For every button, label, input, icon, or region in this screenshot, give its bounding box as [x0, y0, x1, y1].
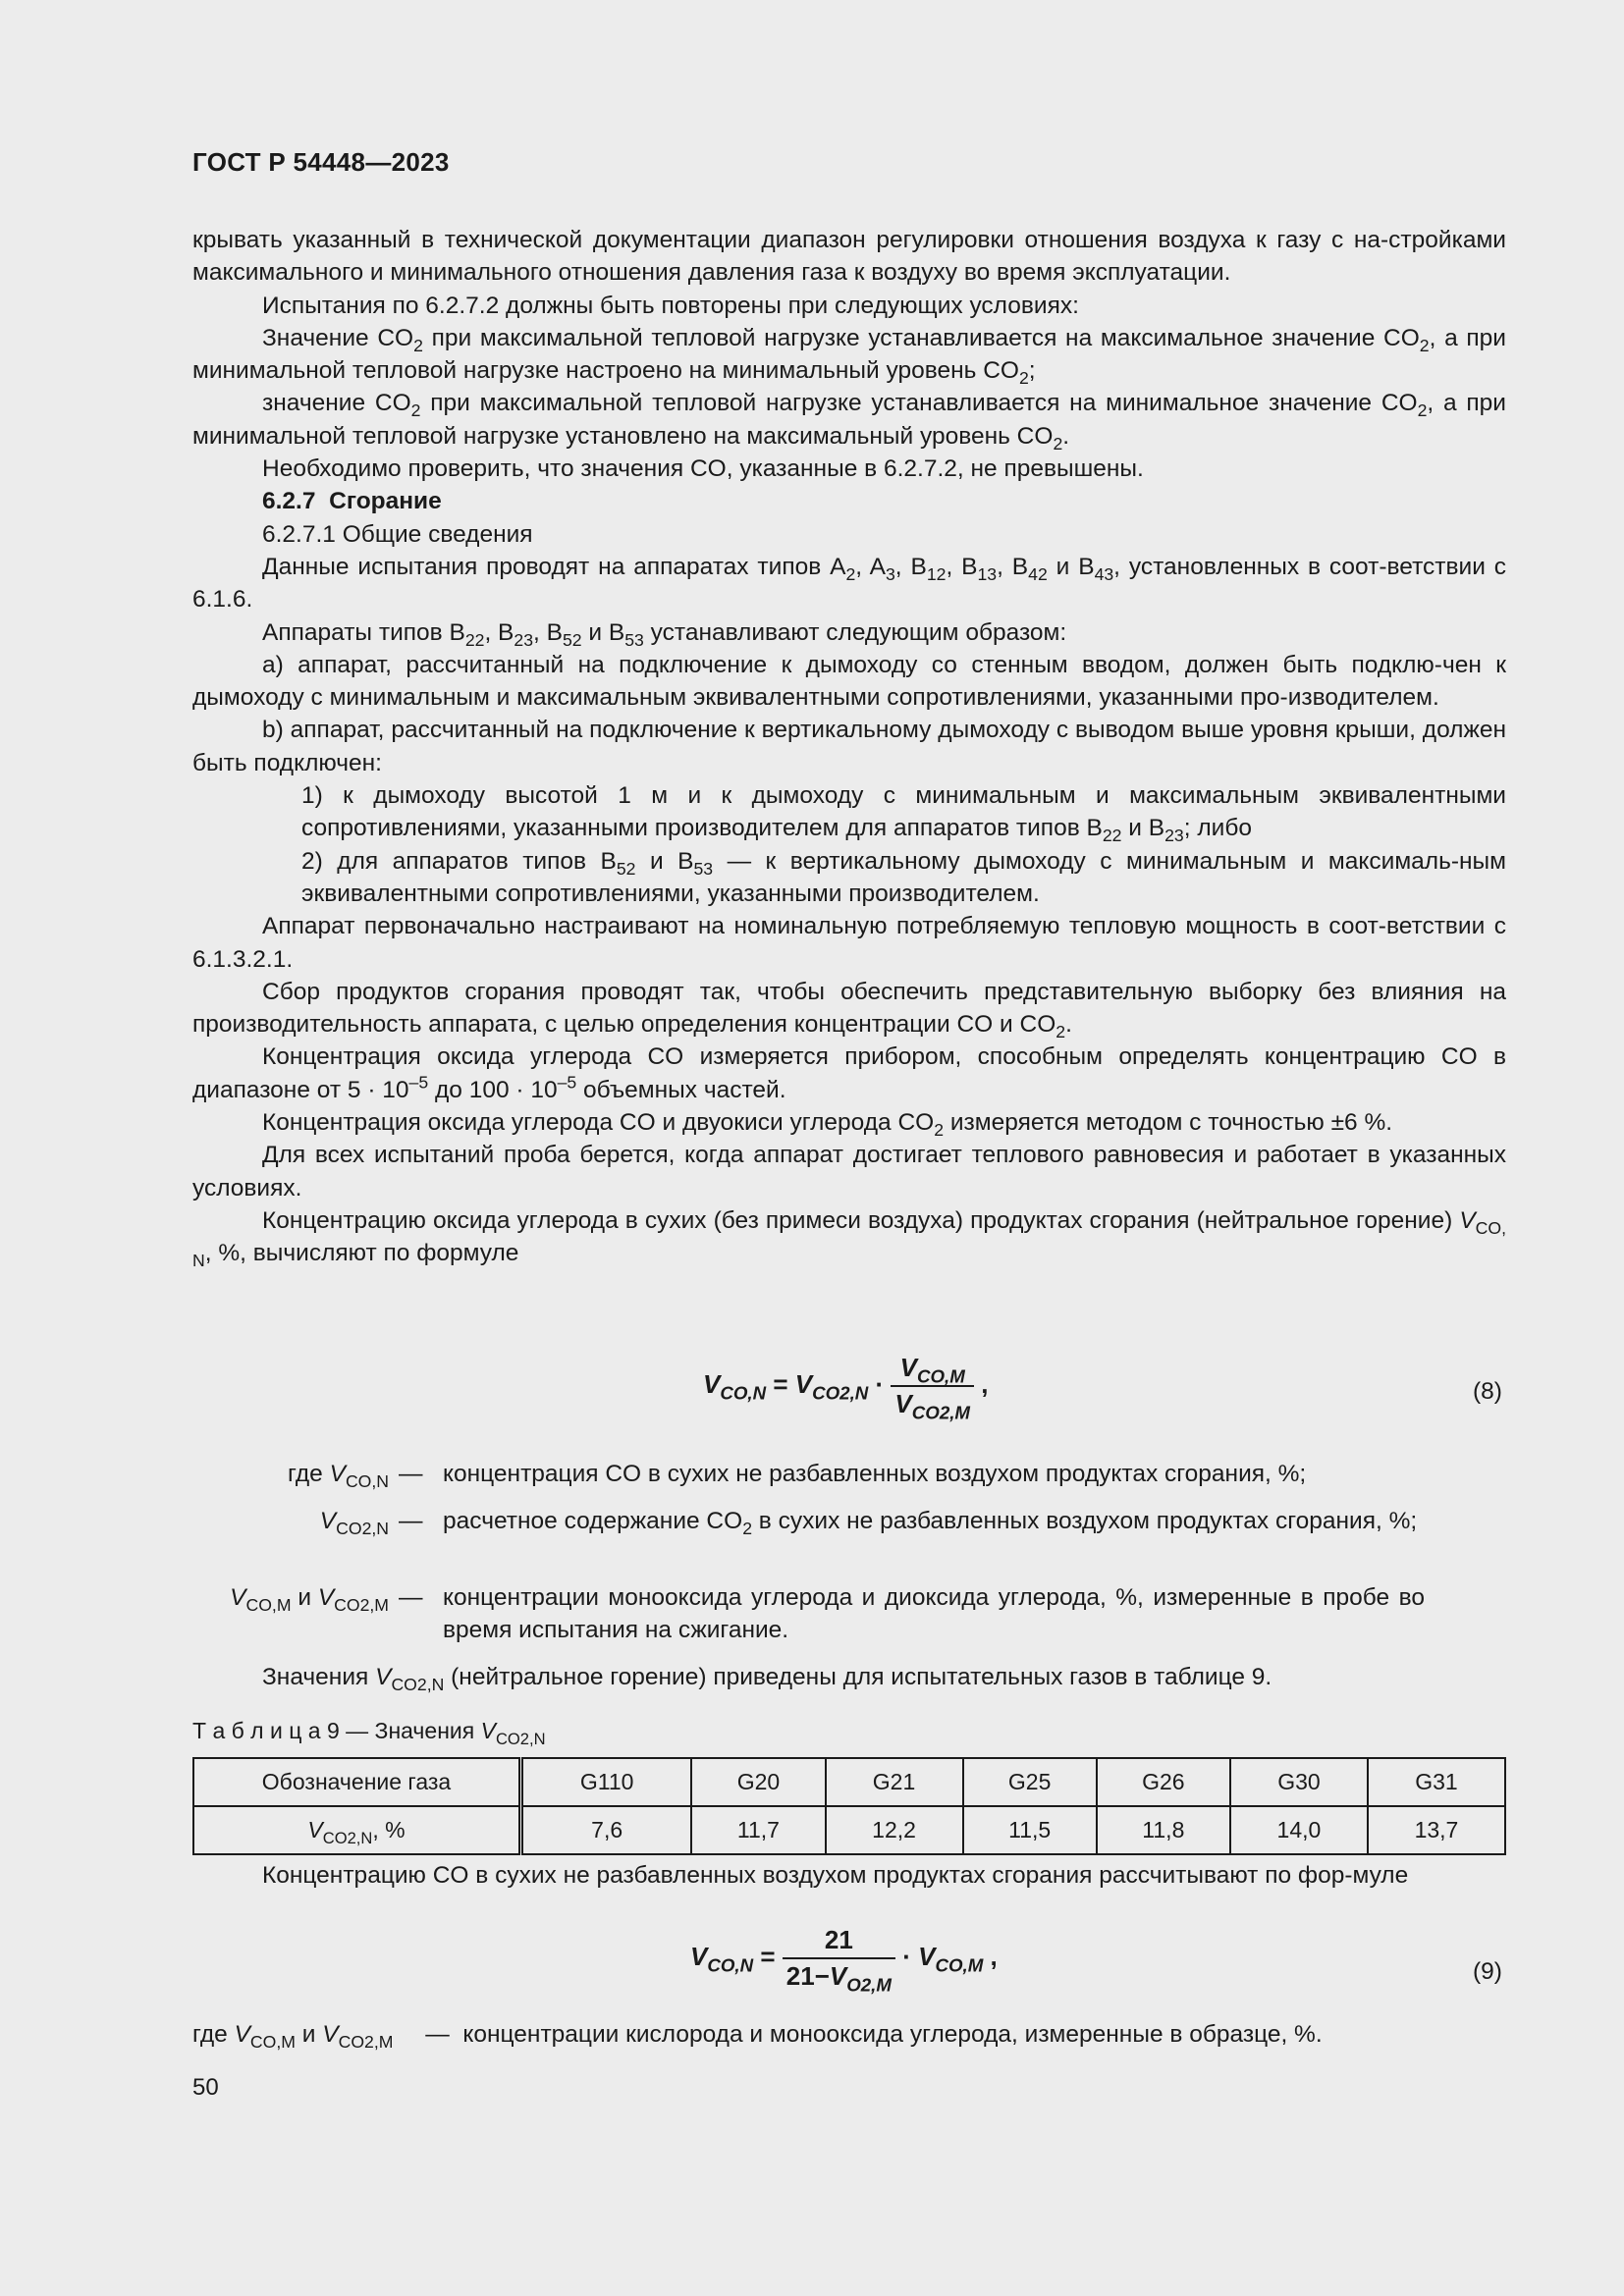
- fraction: $\frac{21}{21-V_{O2,M}}$: [783, 1925, 895, 1992]
- where-block-9: где $V_{CO,M}$ и $V_{CO2,M}$ — концентрации кислорода и монооксида углерода, измеренные в образце, %.: [192, 2021, 1323, 2053]
- table-cell: 13,7: [1368, 1806, 1505, 1854]
- table-cell: 11,8: [1097, 1806, 1230, 1854]
- table-cell: 14,0: [1230, 1806, 1368, 1854]
- table-cell: G20: [691, 1758, 825, 1806]
- body-text: [192, 224, 1506, 1270]
- paragraph: Аппараты типов $B_{22}$, $B_{23}$, $B_{52}$ и $B_{53}$ устанавливают следующим образом:: [262, 618, 1067, 650]
- table-cell: Обозначение газа: [193, 1758, 521, 1806]
- dash: —: [399, 1584, 423, 1611]
- where-definition: концентрация CO в сухих не разбавленных воздухом продуктах сгорания, %;: [443, 1461, 1307, 1487]
- paragraph: крывать указанный в технической документации диапазон регулировки отношения воздуха к газу с на-стройками максимального и минимального отношения давления газа к воздуху во время эксплуатации.: [192, 227, 1506, 287]
- where-label: $V_{CO,M}$ и $V_{CO2,M}$: [230, 1584, 389, 1616]
- paragraph: Концентрацию оксида углерода в сухих (без примеси воздуха) продуктах сгорания (нейтральное горение) $V_{CO, N}$, %, вычисляют по формуле: [192, 1206, 1506, 1271]
- paragraph: Значение $CO_2$ при максимальной тепловой нагрузке устанавливается на максимальное значение $CO_2$, а при минимальной тепловой нагрузке настроено на минимальный уровень $CO_2$;: [192, 324, 1506, 389]
- paragraph: Значения $V_{CO2,N}$ (нейтральное горение) приведены для испытательных газов в таблице 9.: [262, 1664, 1272, 1695]
- table-cell: G25: [963, 1758, 1097, 1806]
- list-item: a) аппарат, рассчитанный на подключение к дымоходу со стенным вводом, должен быть подклю-чен к дымоходу с минимальным и максимальным эквивалентными сопротивлениями, указанными про-изводителем.: [192, 651, 1506, 712]
- paragraph: Необходимо проверить, что значения CO, указанные в 6.2.7.2, не превышены.: [262, 455, 1144, 483]
- fraction: $\frac{V_{CO,M}}{V_{CO2,M}}$: [891, 1353, 974, 1419]
- formula-9: $V_{CO,N}$ = $\frac{21}{21-V_{O2,M}}$ · $V_{CO,M}$ ,: [690, 1925, 998, 1996]
- list-item: 1) к дымоходу высотой 1 м и к дымоходу с минимальным и максимальным эквивалентными сопротивлениями, указанными производителем для аппаратов типов $B_{22}$ и $B_{23}$; либо: [301, 782, 1506, 846]
- where-definition: концентрации монооксида углерода и диоксида углерода, %, измеренные в пробе во время испытания на сжигание.: [443, 1584, 1425, 1643]
- dash: —: [399, 1461, 423, 1487]
- table-cell: $V_{CO2,N}$, %: [193, 1806, 521, 1854]
- paragraph: Испытания по 6.2.7.2 должны быть повторены при следующих условиях:: [262, 292, 1079, 319]
- table-cell: 11,7: [691, 1806, 825, 1854]
- paragraph: Для всех испытаний проба берется, когда аппарат достигает теплового равновесия и работает в указанных условиях.: [192, 1142, 1506, 1201]
- equation-number-9: (9): [1473, 1958, 1502, 1985]
- where-label: $V_{CO2,N}$: [319, 1508, 389, 1539]
- table-row: [193, 1806, 1505, 1854]
- table-header-row: [193, 1758, 1505, 1806]
- paragraph: Данные испытания проводят на аппаратах типов $A_2$, $A_3$, $B_{12}$, $B_{13}$, $B_{42}$ и $B_{43}$, установленных в соот-ветствии с 6.1.6.: [192, 553, 1507, 614]
- paragraph: значение $CO_2$ при максимальной тепловой нагрузке устанавливается на минимальное значение $CO_2$, а при минимальной тепловой нагрузке установлено на максимальный уровень $CO_2$.: [192, 390, 1506, 454]
- section-heading: 6.2.7 Сгорание: [262, 488, 442, 515]
- table-cell: G31: [1368, 1758, 1505, 1806]
- paragraph: Концентрация оксида углерода CO и двуокиси углерода $CO_2$ измеряется методом с точностью ±6 %.: [262, 1109, 1393, 1141]
- table-cell: 11,5: [963, 1806, 1097, 1854]
- page-number: 50: [192, 2074, 219, 2101]
- list-item: b) аппарат, рассчитанный на подключение к вертикальному дымоходу с выводом выше уровня крыши, должен быть подключен:: [192, 717, 1506, 776]
- where-label: где $V_{CO,N}$: [288, 1461, 389, 1492]
- table-cell: 7,6: [521, 1806, 692, 1854]
- table-cell: G26: [1097, 1758, 1230, 1806]
- table-cell: 12,2: [826, 1806, 963, 1854]
- dash: —: [399, 1508, 423, 1534]
- table-cell: G21: [826, 1758, 963, 1806]
- paragraph: Сбор продуктов сгорания проводят так, чтобы обеспечить представительную выборку без влияния на производительность аппарата, с целью определения концентрации CO и $CO_2$.: [192, 978, 1506, 1042]
- equation-number-8: (8): [1473, 1378, 1502, 1405]
- paragraph: Концентрация оксида углерода CO измеряется прибором, способным определять концентрацию CO в диапазоне от $5 \cdot 10^{-5}$ до $100 \cdot 10^{-5}$ объемных частей.: [192, 1043, 1506, 1103]
- body-text-2: [192, 1859, 1506, 1892]
- table-caption: Т а б л и ц а 9 — Значения $V_{CO2,N}$: [192, 1718, 546, 1748]
- list-item: 2) для аппаратов типов $B_{52}$ и $B_{53}$ — к вертикальному дымоходу с минимальным и максималь-ным эквивалентными сопротивлениями, указанными производителем.: [301, 847, 1506, 907]
- subsection-heading: 6.2.7.1 Общие сведения: [262, 520, 533, 548]
- table-cell: G30: [1230, 1758, 1368, 1806]
- where-definition: расчетное содержание $CO_2$ в сухих не разбавленных воздухом продуктах сгорания, %;: [443, 1508, 1418, 1539]
- paragraph: Концентрацию CO в сухих не разбавленных воздухом продуктах сгорания рассчитывают по фор-муле: [262, 1862, 1409, 1889]
- formula-8: $V_{CO,N} = V_{CO2,N}$ · $\frac{V_{CO,M}}{V_{CO2,M}}$ ,: [703, 1353, 989, 1423]
- table-cell: G110: [521, 1758, 692, 1806]
- document-header: ГОСТ Р 54448—2023: [192, 147, 450, 177]
- where-block-8: [104, 1458, 1508, 1654]
- table-9: [192, 1757, 1506, 1855]
- paragraph: Аппарат первоначально настраивают на номинальную потребляемую тепловую мощность в соот-ветствии с 6.1.3.2.1.: [192, 913, 1506, 973]
